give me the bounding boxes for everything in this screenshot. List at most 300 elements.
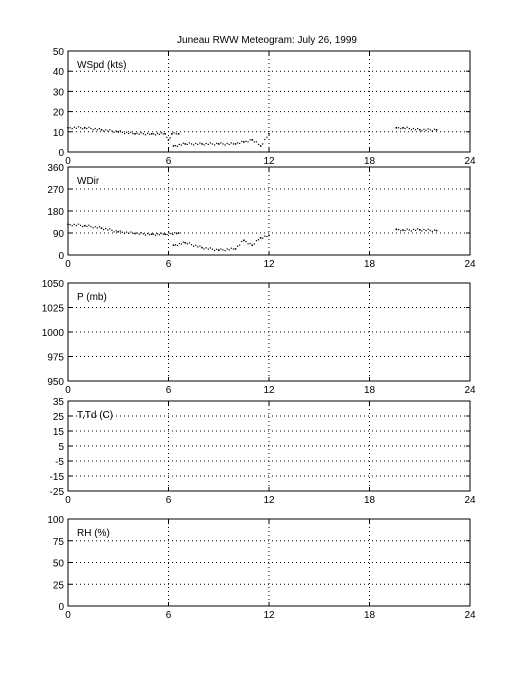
y-tick-label: 30	[52, 87, 64, 99]
x-tick-label: 12	[263, 495, 275, 506]
data-point	[151, 133, 153, 135]
x-tick-label: 18	[363, 385, 376, 396]
y-tick-label: 90	[52, 229, 64, 240]
data-point	[145, 134, 146, 135]
data-point	[423, 229, 424, 230]
data-point	[187, 144, 188, 145]
data-point	[159, 134, 160, 135]
data-point	[172, 234, 173, 235]
data-point	[419, 129, 421, 131]
data-point	[74, 127, 75, 128]
data-point	[184, 143, 186, 145]
data-point	[251, 244, 253, 246]
x-tick-label: 6	[165, 610, 172, 621]
data-point	[233, 143, 234, 144]
data-point	[268, 235, 270, 237]
data-point	[97, 227, 98, 228]
data-point	[266, 137, 267, 138]
data-point	[130, 231, 131, 232]
data-point	[231, 142, 232, 143]
panel-3	[42, 279, 476, 396]
data-point	[72, 225, 73, 226]
y-tick-label: 20	[52, 107, 64, 119]
data-series	[67, 224, 179, 236]
data-point	[409, 229, 410, 230]
panel-2	[47, 163, 476, 270]
data-point	[201, 247, 203, 249]
y-tick-label: 40	[52, 67, 64, 79]
data-point	[419, 229, 421, 231]
data-point	[72, 128, 73, 129]
data-point	[197, 246, 198, 247]
data-point	[134, 233, 136, 235]
data-point	[227, 143, 228, 144]
data-point	[113, 132, 114, 133]
data-point	[88, 225, 89, 226]
data-point	[396, 229, 398, 231]
data-point	[178, 232, 180, 234]
y-tick-label: 25	[52, 580, 64, 592]
data-point	[195, 143, 196, 144]
data-point	[214, 144, 215, 145]
data-point	[208, 248, 209, 249]
data-point	[130, 132, 131, 133]
x-tick-label: 18	[363, 610, 376, 621]
data-point	[193, 144, 194, 145]
data-point	[195, 245, 196, 246]
x-tick-label: 12	[263, 259, 275, 270]
data-point	[400, 128, 401, 129]
data-point	[258, 239, 259, 240]
panel-1	[53, 47, 476, 167]
x-tick-label: 0	[65, 259, 71, 270]
x-tick-label: 18	[363, 495, 376, 506]
data-point	[74, 224, 75, 225]
x-tick-label: 12	[263, 610, 275, 621]
data-point	[432, 231, 433, 232]
data-point	[157, 233, 158, 234]
y-tick-label: 100	[47, 515, 64, 526]
data-point	[93, 227, 94, 228]
data-point	[153, 234, 154, 235]
data-point	[145, 234, 146, 235]
data-point	[155, 235, 156, 236]
data-point	[436, 129, 438, 131]
data-point	[239, 245, 240, 246]
data-point	[105, 129, 106, 130]
data-point	[126, 232, 127, 233]
data-point	[201, 143, 203, 145]
data-series	[173, 133, 270, 147]
x-tick-label: 24	[464, 495, 476, 506]
data-point	[179, 243, 180, 244]
data-point	[78, 224, 79, 225]
y-tick-label: 35	[52, 397, 64, 408]
data-point	[227, 248, 228, 249]
data-point	[67, 127, 69, 129]
data-point	[153, 133, 154, 134]
data-point	[82, 226, 83, 227]
data-point	[415, 230, 416, 231]
data-point	[266, 236, 267, 237]
data-point	[413, 229, 414, 230]
data-point	[216, 249, 217, 250]
data-point	[241, 141, 242, 142]
data-point	[193, 246, 194, 247]
data-point	[141, 232, 142, 233]
data-point	[122, 232, 123, 233]
y-tick-label: 0	[58, 251, 64, 262]
data-point	[241, 241, 242, 242]
data-point	[176, 233, 177, 234]
x-tick-label: 24	[464, 259, 476, 270]
y-tick-label: 1000	[41, 328, 64, 339]
y-tick-label: 5	[58, 442, 64, 453]
data-point	[163, 133, 164, 134]
y-tick-label: 270	[47, 185, 64, 196]
data-point	[398, 127, 399, 128]
data-point	[173, 145, 175, 147]
data-point	[222, 249, 223, 250]
data-point	[428, 128, 429, 129]
data-point	[243, 141, 245, 143]
data-point	[107, 130, 108, 131]
data-point	[181, 144, 182, 145]
data-point	[76, 225, 77, 226]
data-point	[220, 248, 221, 249]
data-point	[425, 230, 426, 231]
data-point	[212, 249, 213, 250]
data-point	[124, 133, 125, 134]
data-point	[90, 128, 91, 129]
data-point	[120, 130, 121, 131]
data-point	[268, 133, 270, 135]
data-point	[404, 128, 405, 129]
data-point	[411, 230, 412, 231]
y-tick-label: 0	[58, 148, 64, 159]
panel-5	[47, 515, 476, 621]
data-point	[116, 230, 117, 231]
y-tick-label: -15	[49, 472, 64, 483]
data-point	[84, 225, 86, 227]
data-point	[124, 233, 125, 234]
data-point	[128, 233, 129, 234]
data-point	[430, 230, 431, 231]
y-tick-label: 360	[47, 163, 64, 174]
data-point	[69, 127, 70, 128]
data-point	[168, 232, 169, 233]
data-point	[260, 237, 262, 239]
data-point	[231, 248, 232, 249]
data-point	[149, 234, 150, 235]
data-point	[178, 133, 180, 135]
data-point	[199, 245, 200, 246]
data-point	[176, 133, 177, 134]
y-tick-label: 10	[52, 127, 64, 139]
y-tick-label: 75	[52, 536, 64, 548]
data-point	[86, 128, 87, 129]
data-point	[136, 133, 137, 134]
data-point	[413, 128, 414, 129]
panel-label: WSpd (kts)	[77, 60, 127, 71]
data-point	[224, 250, 225, 251]
data-point	[80, 225, 81, 226]
data-point	[254, 141, 255, 142]
data-point	[141, 132, 142, 133]
x-tick-label: 18	[363, 259, 376, 270]
data-point	[243, 240, 245, 242]
data-point	[199, 142, 200, 143]
data-point	[181, 243, 182, 244]
data-point	[170, 233, 171, 234]
data-point	[122, 132, 123, 133]
data-point	[214, 250, 215, 251]
data-point	[432, 130, 433, 131]
data-series	[396, 228, 438, 232]
data-point	[189, 142, 190, 143]
data-point	[171, 133, 173, 135]
y-tick-label: 25	[52, 412, 64, 423]
data-point	[179, 144, 180, 145]
x-tick-label: 18	[363, 156, 376, 167]
data-point	[126, 132, 127, 133]
data-point	[67, 224, 69, 226]
data-point	[400, 230, 401, 231]
y-tick-label: -5	[55, 457, 64, 468]
data-point	[239, 143, 240, 144]
panels	[42, 47, 476, 621]
data-point	[218, 249, 220, 251]
x-tick-label: 12	[263, 385, 275, 396]
data-point	[107, 229, 108, 230]
y-tick-label: 50	[52, 47, 64, 58]
data-point	[245, 141, 246, 142]
data-point	[111, 130, 112, 131]
data-point	[203, 248, 204, 249]
data-point	[103, 229, 104, 230]
data-point	[132, 233, 133, 234]
data-point	[99, 226, 100, 227]
data-point	[237, 246, 238, 247]
data-point	[411, 129, 412, 130]
data-point	[251, 139, 253, 141]
data-point	[398, 229, 399, 230]
data-point	[161, 233, 162, 234]
data-point	[173, 244, 175, 246]
axes-frame	[68, 51, 470, 152]
data-point	[95, 128, 96, 129]
data-point	[183, 242, 184, 243]
data-point	[69, 224, 70, 225]
data-series	[396, 127, 438, 132]
data-point	[175, 145, 176, 146]
data-point	[417, 128, 418, 129]
data-point	[157, 133, 158, 134]
data-point	[428, 229, 429, 230]
data-point	[210, 247, 211, 248]
y-tick-label: 1025	[41, 303, 64, 315]
data-point	[425, 130, 426, 131]
data-point	[264, 139, 265, 140]
data-point	[111, 230, 112, 231]
data-point	[116, 130, 117, 131]
data-point	[409, 128, 410, 129]
data-point	[212, 143, 213, 144]
data-point	[216, 143, 217, 144]
data-point	[183, 143, 184, 144]
data-point	[210, 142, 211, 143]
data-point	[233, 248, 234, 249]
data-point	[109, 228, 110, 229]
data-point	[147, 233, 148, 234]
data-point	[222, 143, 223, 144]
data-point	[117, 231, 119, 233]
data-point	[90, 226, 91, 227]
data-point	[82, 128, 83, 129]
data-point	[258, 144, 259, 145]
figure-title: Juneau RWW Meteogram: July 26, 1999	[177, 35, 357, 46]
x-tick-label: 24	[464, 610, 476, 621]
data-point	[164, 233, 166, 235]
data-series	[67, 126, 179, 141]
x-tick-label: 24	[464, 156, 476, 167]
data-point	[436, 230, 438, 232]
data-point	[117, 131, 119, 133]
data-point	[402, 229, 404, 231]
data-point	[229, 144, 230, 145]
panel-label: T,Td (C)	[77, 410, 114, 421]
data-point	[421, 130, 422, 131]
data-point	[208, 144, 209, 145]
data-point	[134, 133, 136, 135]
data-point	[86, 226, 87, 227]
data-point	[76, 128, 77, 129]
data-point	[113, 231, 114, 232]
data-point	[245, 241, 246, 242]
data-point	[161, 132, 162, 133]
data-point	[99, 128, 100, 129]
data-point	[168, 139, 170, 141]
panel-label: P (mb)	[77, 292, 107, 303]
data-point	[237, 142, 238, 143]
data-point	[191, 244, 192, 245]
data-point	[163, 234, 164, 235]
data-point	[174, 232, 175, 233]
data-point	[220, 142, 221, 143]
data-point	[177, 245, 178, 246]
data-point	[262, 238, 263, 239]
data-point	[166, 234, 167, 235]
data-point	[423, 129, 424, 130]
data-point	[189, 242, 190, 243]
data-point	[88, 127, 89, 128]
data-point	[95, 226, 96, 227]
data-point	[247, 141, 248, 142]
data-point	[402, 127, 404, 129]
data-point	[159, 234, 160, 235]
data-point	[247, 243, 248, 244]
x-tick-label: 6	[165, 156, 172, 167]
y-tick-label: 50	[52, 558, 64, 570]
x-tick-label: 6	[165, 495, 172, 506]
data-point	[430, 129, 431, 130]
data-point	[151, 233, 153, 235]
data-point	[136, 232, 137, 233]
data-point	[434, 129, 435, 130]
data-point	[84, 127, 86, 129]
data-point	[101, 227, 103, 229]
data-point	[120, 230, 121, 231]
data-point	[262, 143, 263, 144]
data-point	[197, 144, 198, 145]
data-point	[206, 247, 207, 248]
y-tick-label: 1050	[41, 279, 64, 290]
data-point	[80, 127, 81, 128]
data-point	[417, 228, 418, 229]
data-point	[434, 229, 435, 230]
panel-4	[50, 397, 476, 506]
data-point	[187, 243, 188, 244]
data-point	[407, 127, 408, 128]
data-point	[235, 143, 237, 145]
x-tick-label: 12	[263, 156, 275, 167]
data-point	[103, 130, 104, 131]
data-point	[203, 144, 204, 145]
data-point	[101, 129, 103, 131]
data-point	[97, 129, 98, 130]
data-point	[177, 146, 178, 147]
data-point	[191, 143, 192, 144]
data-point	[139, 234, 140, 235]
panel-label: WDir	[77, 176, 100, 187]
data-point	[170, 137, 171, 138]
y-tick-label: 975	[47, 352, 64, 364]
x-tick-label: 0	[65, 385, 71, 396]
data-point	[415, 129, 416, 130]
data-point	[93, 129, 94, 130]
x-tick-label: 0	[65, 495, 71, 506]
data-point	[250, 243, 251, 244]
data-point	[224, 144, 225, 145]
x-tick-label: 0	[65, 610, 71, 621]
x-tick-label: 24	[464, 385, 476, 396]
data-point	[254, 243, 255, 244]
data-point	[149, 134, 150, 135]
y-tick-label: 950	[47, 377, 64, 388]
data-point	[128, 133, 129, 134]
data-point	[260, 145, 262, 147]
data-point	[396, 127, 398, 129]
data-point	[256, 240, 257, 241]
data-point	[421, 230, 422, 231]
x-tick-label: 6	[165, 385, 172, 396]
data-point	[229, 249, 230, 250]
y-tick-label: 0	[58, 602, 64, 613]
data-point	[109, 129, 110, 130]
data-point	[155, 134, 156, 135]
data-point	[164, 133, 166, 135]
data-point	[173, 132, 174, 133]
data-point	[235, 248, 237, 250]
data-point	[206, 143, 207, 144]
data-point	[264, 236, 265, 237]
data-point	[132, 133, 133, 134]
data-point	[407, 228, 408, 229]
y-tick-label: 15	[52, 427, 64, 438]
data-point	[147, 133, 148, 134]
data-point	[175, 244, 176, 245]
data-point	[78, 126, 79, 127]
